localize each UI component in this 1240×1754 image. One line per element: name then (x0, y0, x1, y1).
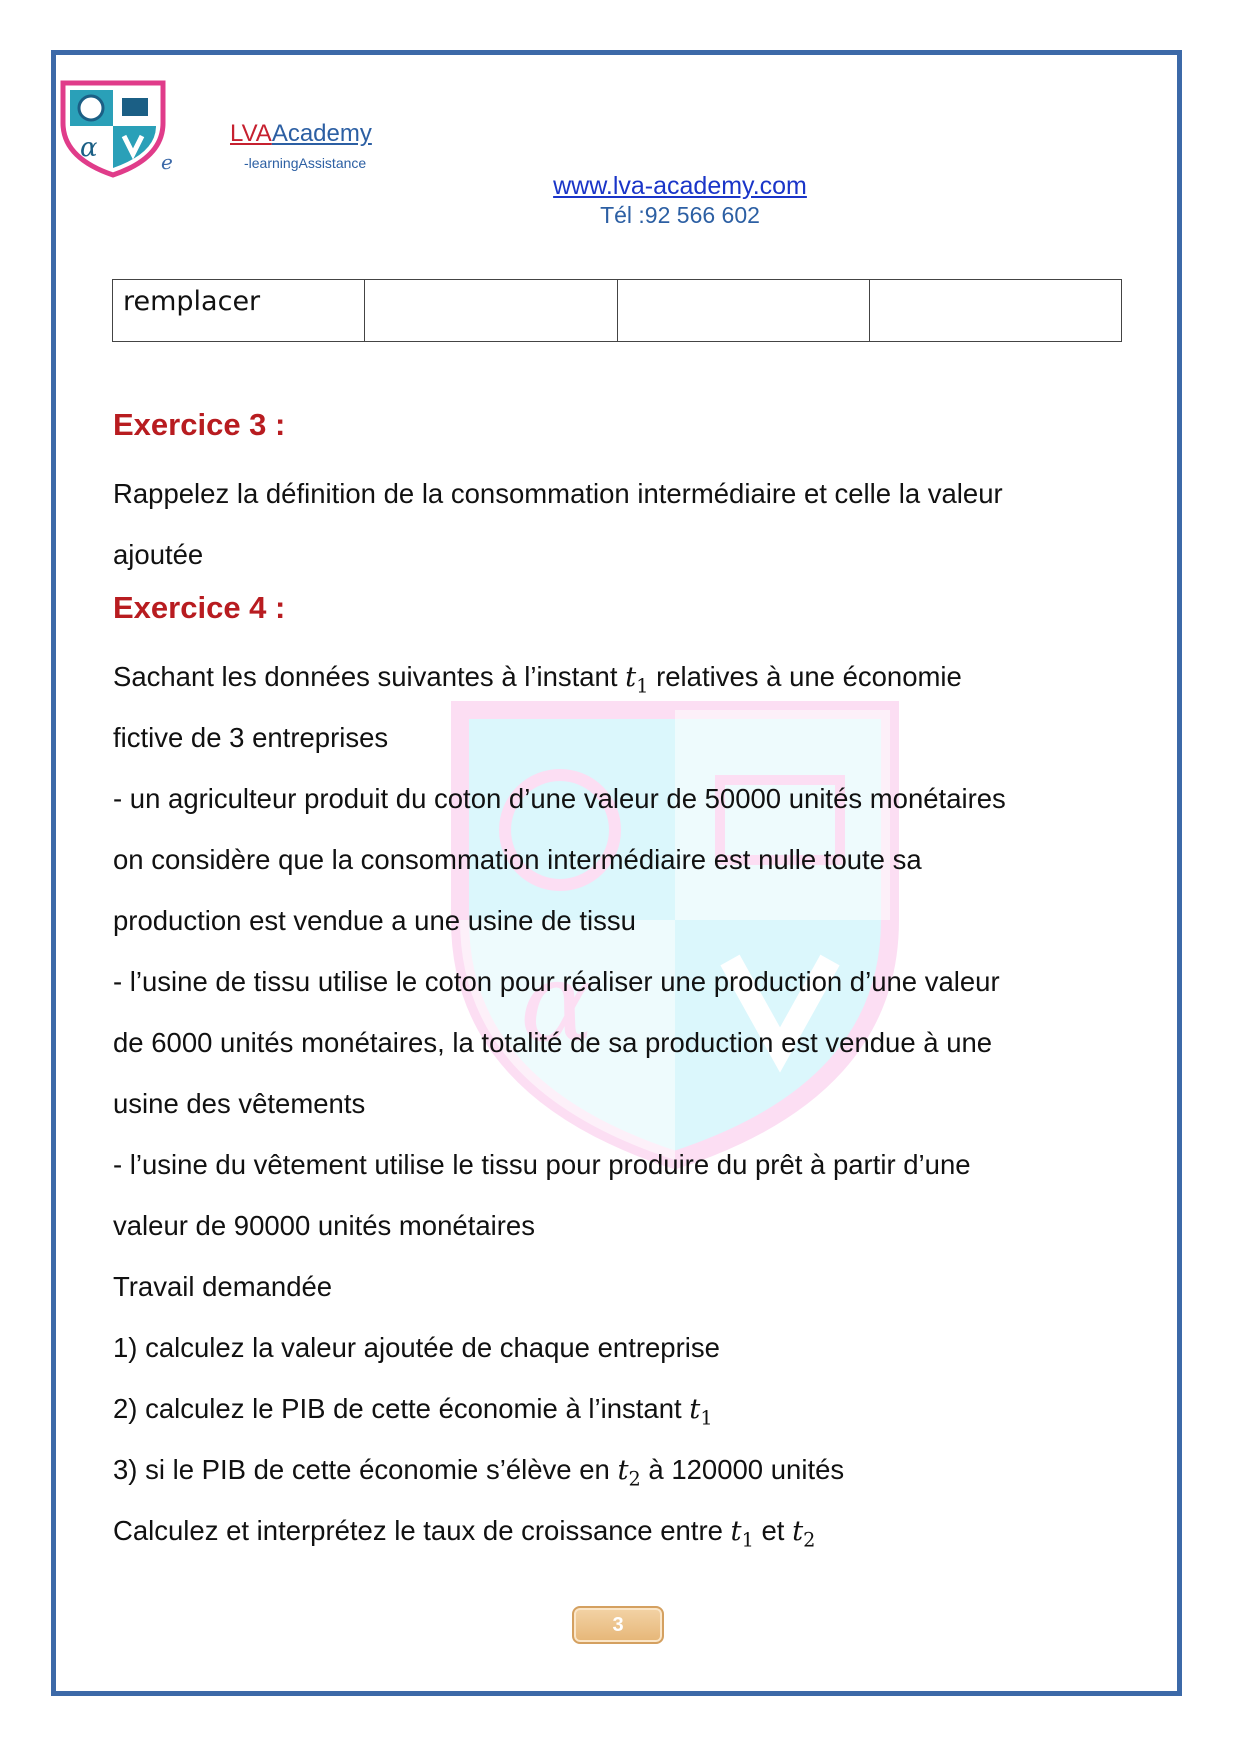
question-3 (113, 1439, 1123, 1500)
logo-letter: e (161, 150, 173, 174)
math-subscript: 1 (636, 674, 649, 698)
math-t2 (617, 1454, 641, 1491)
table-cell (869, 280, 1121, 342)
math-t1 (730, 1515, 754, 1552)
brand-tagline: -learningAssistance (244, 155, 367, 171)
exercise-4-line: production est vendue a une usine de tissu (113, 905, 636, 936)
question-2 (113, 1378, 1123, 1439)
exercise-4-line: - l’usine de tissu utilise le coton pour réaliser une production d’une valeur (113, 966, 1000, 997)
math-var: t (625, 661, 637, 693)
exercise-4-intro (113, 646, 1123, 707)
svg-text:α: α (520, 938, 595, 1066)
brand-lva: LVA (230, 120, 272, 147)
text-fragment: 3) si le PIB de cette économie s’élève en (113, 1454, 618, 1485)
math-subscript: 2 (628, 1467, 641, 1491)
math-t1 (625, 661, 649, 698)
exercise-4-line: on considère que la consommation intermédiaire est nulle toute sa (113, 844, 922, 875)
continuation-table (112, 279, 1122, 342)
table-cell (365, 280, 617, 342)
main-content (113, 402, 1123, 1561)
brand-academy: Academy (271, 120, 372, 147)
exercise-3-line: ajoutée (113, 539, 204, 570)
text-fragment: Sachant les données suivantes à l’instant (113, 661, 626, 692)
svg-text:α: α (80, 133, 98, 163)
math-var: t (617, 1454, 629, 1486)
table-cell (617, 280, 869, 342)
phone-number: Tél :92 566 602 (600, 202, 760, 228)
math-subscript: 1 (700, 1406, 713, 1430)
exercise-4-line: valeur de 90000 unités monétaires (113, 1210, 535, 1241)
exercise-4-line: - un agriculteur produit du coton d’une valeur de 50000 unités monétaires (113, 783, 1006, 814)
exercise-4-line: usine des vêtements (113, 1088, 366, 1119)
text-fragment: Calculez et interprétez le taux de croissance entre (113, 1515, 731, 1546)
text-fragment: relatives à une économie (648, 661, 962, 692)
page-number: 3 (572, 1606, 664, 1644)
math-t2 (792, 1515, 816, 1552)
brand-name (230, 120, 372, 148)
exercise-4-line: fictive de 3 entreprises (113, 722, 389, 753)
exercise-4-line: 1) calculez la valeur ajoutée de chaque entreprise (113, 1332, 720, 1363)
exercise-4-title: Exercice 4 : (113, 590, 286, 625)
table-cell: remplacer (113, 280, 365, 342)
text-fragment: 2) calculez le PIB de cette économie à l’instant (113, 1393, 690, 1424)
exercise-4-line: Travail demandée (113, 1271, 333, 1302)
text-fragment: à 120000 unités (640, 1454, 845, 1485)
question-4 (113, 1500, 1123, 1561)
math-subscript: 1 (741, 1528, 754, 1552)
exercise-3-title: Exercice 3 : (113, 407, 286, 442)
math-subscript: 2 (803, 1528, 816, 1552)
lva-academy-logo (58, 78, 168, 178)
exercise-4-line: de 6000 unités monétaires, la totalité de sa production est vendue à une (113, 1027, 993, 1058)
exercise-4-line: - l’usine du vêtement utilise le tissu pour produire du prêt à partir d’une (113, 1149, 971, 1180)
math-t1 (689, 1393, 713, 1430)
math-var: t (792, 1515, 804, 1547)
website-link[interactable]: www.lva-academy.com (553, 172, 807, 200)
math-var: t (689, 1393, 701, 1425)
math-var: t (730, 1515, 742, 1547)
table-row (113, 280, 1122, 342)
text-fragment: et (753, 1515, 793, 1546)
exercise-3-line: Rappelez la définition de la consommation intermédiaire et celle la valeur (113, 478, 1003, 509)
